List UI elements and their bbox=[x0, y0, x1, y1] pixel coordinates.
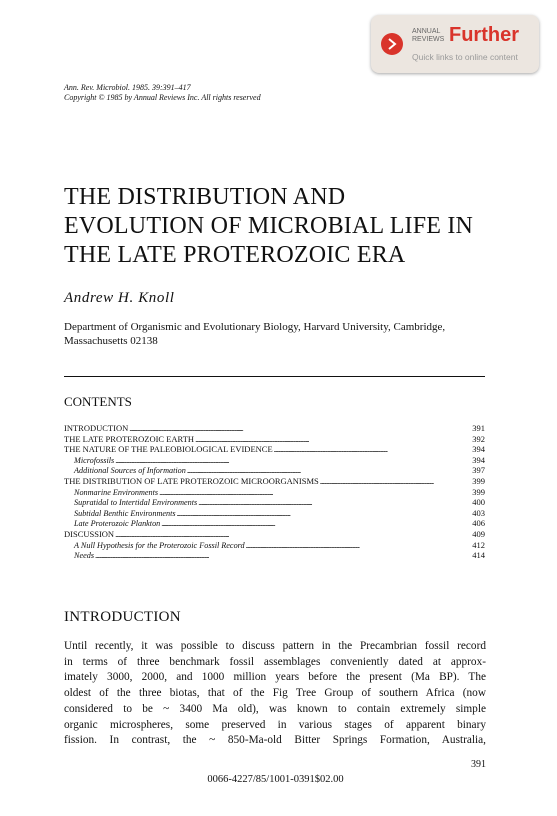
toc-entry[interactable] bbox=[64, 529, 485, 540]
body-line: in terms of three benchmark fossil assemblages conveniently dated at approx- bbox=[64, 655, 486, 668]
toc-leader-dots bbox=[115, 529, 457, 539]
toc-leader-dots bbox=[159, 487, 457, 497]
toc-entry-label: THE DISTRIBUTION OF LATE PROTEROZOIC MICROORGANISMS bbox=[64, 475, 319, 486]
toc-entry[interactable] bbox=[64, 497, 485, 508]
toc-entry[interactable] bbox=[64, 508, 485, 519]
badge-brand-line1: ANNUAL bbox=[412, 28, 441, 35]
annual-reviews-further-badge[interactable] bbox=[371, 15, 539, 73]
article-title bbox=[64, 183, 504, 270]
body-line: fission. In contrast, the ~ 850-Ma-old Bitter Springs Formation, Australia, bbox=[64, 734, 486, 747]
badge-brand-line2: REVIEWS bbox=[412, 36, 445, 43]
toc-entry[interactable] bbox=[64, 465, 485, 476]
toc-entry-label: Microfossils bbox=[74, 455, 115, 465]
chevron-right-icon bbox=[386, 38, 398, 50]
toc-leader-dots bbox=[115, 455, 457, 465]
toc-entry-page: 409 bbox=[472, 528, 485, 539]
toc-leader-dots bbox=[320, 476, 457, 486]
toc-entry[interactable] bbox=[64, 444, 485, 455]
toc-entry-label: INTRODUCTION bbox=[64, 423, 129, 433]
toc-leader-dots bbox=[198, 497, 457, 507]
toc-leader-dots bbox=[95, 550, 457, 560]
body-line: Until recently, it was possible to discuss pattern in the Precambrian fossil record bbox=[64, 640, 486, 652]
toc-entry-label: THE LATE PROTEROZOIC EARTH bbox=[64, 433, 195, 444]
toc-leader-dots bbox=[187, 465, 457, 475]
toc-entry-page: 412 bbox=[472, 539, 485, 550]
title-line3: THE LATE PROTEROZOIC ERA bbox=[64, 242, 406, 268]
toc-entry-page: 399 bbox=[472, 475, 485, 486]
toc-entry-label: A Null Hypothesis for the Proterozoic Fossil Record bbox=[74, 540, 245, 550]
body-line: oldest of the three biotas, that of the Fig Tree Group of southern Africa (now bbox=[64, 687, 486, 700]
toc-entry-page: 403 bbox=[472, 507, 485, 518]
toc-entry-page: 406 bbox=[472, 518, 485, 529]
journal-line1: Ann. Rev. Microbiol. 1985. 39:391–417 bbox=[64, 83, 191, 92]
toc-entry-label: Nonmarine Environments bbox=[74, 487, 159, 497]
toc-entry-page: 394 bbox=[472, 444, 485, 455]
toc-leader-dots bbox=[129, 423, 457, 433]
badge-brand-text bbox=[412, 28, 452, 44]
toc-entry-label: Needs bbox=[74, 551, 95, 561]
toc-entry-page: 397 bbox=[472, 465, 485, 476]
toc-entry[interactable] bbox=[64, 487, 485, 498]
affiliation-line2: Massachusetts 02138 bbox=[64, 335, 158, 347]
toc-entry-label: Late Proterozoic Plankton bbox=[74, 519, 161, 529]
journal-line2: Copyright © 1985 by Annual Reviews Inc. All rights reserved bbox=[64, 93, 261, 102]
toc-entry-label: Additional Sources of Information bbox=[74, 466, 186, 476]
page-number: 391 bbox=[471, 759, 486, 770]
toc-entry[interactable] bbox=[64, 540, 485, 551]
section-divider bbox=[64, 376, 485, 377]
toc-leader-dots bbox=[274, 444, 457, 454]
body-line: organic microspheres, some preserved in various stages of apparent binary bbox=[64, 718, 486, 731]
toc-entry-page: 414 bbox=[472, 550, 485, 561]
toc-entry-page: 400 bbox=[472, 497, 485, 508]
toc-entry[interactable] bbox=[64, 455, 485, 466]
annual-reviews-logo-icon bbox=[381, 33, 403, 55]
affiliation-line1: Department of Organismic and Evolutionary Biology, Harvard University, Cambridge, bbox=[64, 321, 446, 333]
body-paragraph bbox=[64, 639, 486, 749]
body-line: imately 3000, 2000, and 1000 million years before the present (Ma BP). The bbox=[64, 671, 486, 684]
toc-entry-page: 392 bbox=[472, 433, 485, 444]
section-heading-introduction: INTRODUCTION bbox=[64, 609, 181, 625]
toc-entry-label: THE NATURE OF THE PALEOBIOLOGICAL EVIDENCE bbox=[64, 444, 273, 455]
title-line1: THE DISTRIBUTION AND bbox=[64, 184, 346, 210]
toc-entry-page: 391 bbox=[472, 423, 485, 433]
toc-leader-dots bbox=[195, 434, 457, 444]
toc-entry-label: DISCUSSION bbox=[64, 528, 115, 539]
toc-entry[interactable] bbox=[64, 434, 485, 445]
toc-entry-page: 394 bbox=[472, 454, 485, 465]
toc-entry[interactable] bbox=[64, 476, 485, 487]
toc-entry[interactable] bbox=[64, 423, 485, 434]
journal-citation bbox=[64, 83, 261, 103]
footer-code-text: 0066-4227/85/1001-0391$02.00 bbox=[207, 774, 344, 785]
contents-heading: CONTENTS bbox=[64, 394, 132, 409]
toc-entry-page: 399 bbox=[472, 486, 485, 497]
toc-entry-label: Subtidal Benthic Environments bbox=[74, 508, 176, 518]
table-of-contents bbox=[64, 423, 485, 561]
toc-entry-label: Supratidal to Intertidal Environments bbox=[74, 498, 198, 508]
author-name: Andrew H. Knoll bbox=[64, 290, 175, 306]
toc-leader-dots bbox=[161, 518, 457, 528]
toc-leader-dots bbox=[246, 540, 457, 550]
badge-subtext: Quick links to online content bbox=[412, 52, 518, 62]
toc-leader-dots bbox=[177, 508, 457, 518]
toc-entry[interactable] bbox=[64, 518, 485, 529]
footer-price-code bbox=[0, 774, 557, 785]
title-line2: EVOLUTION OF MICROBIAL LIFE IN bbox=[64, 213, 474, 239]
author-affiliation bbox=[64, 320, 504, 348]
toc-entry[interactable] bbox=[64, 550, 485, 561]
badge-further-label: Further bbox=[449, 24, 519, 46]
body-line: considered to be ~ 3400 Ma old), was known to contain extremely simple bbox=[64, 702, 486, 715]
